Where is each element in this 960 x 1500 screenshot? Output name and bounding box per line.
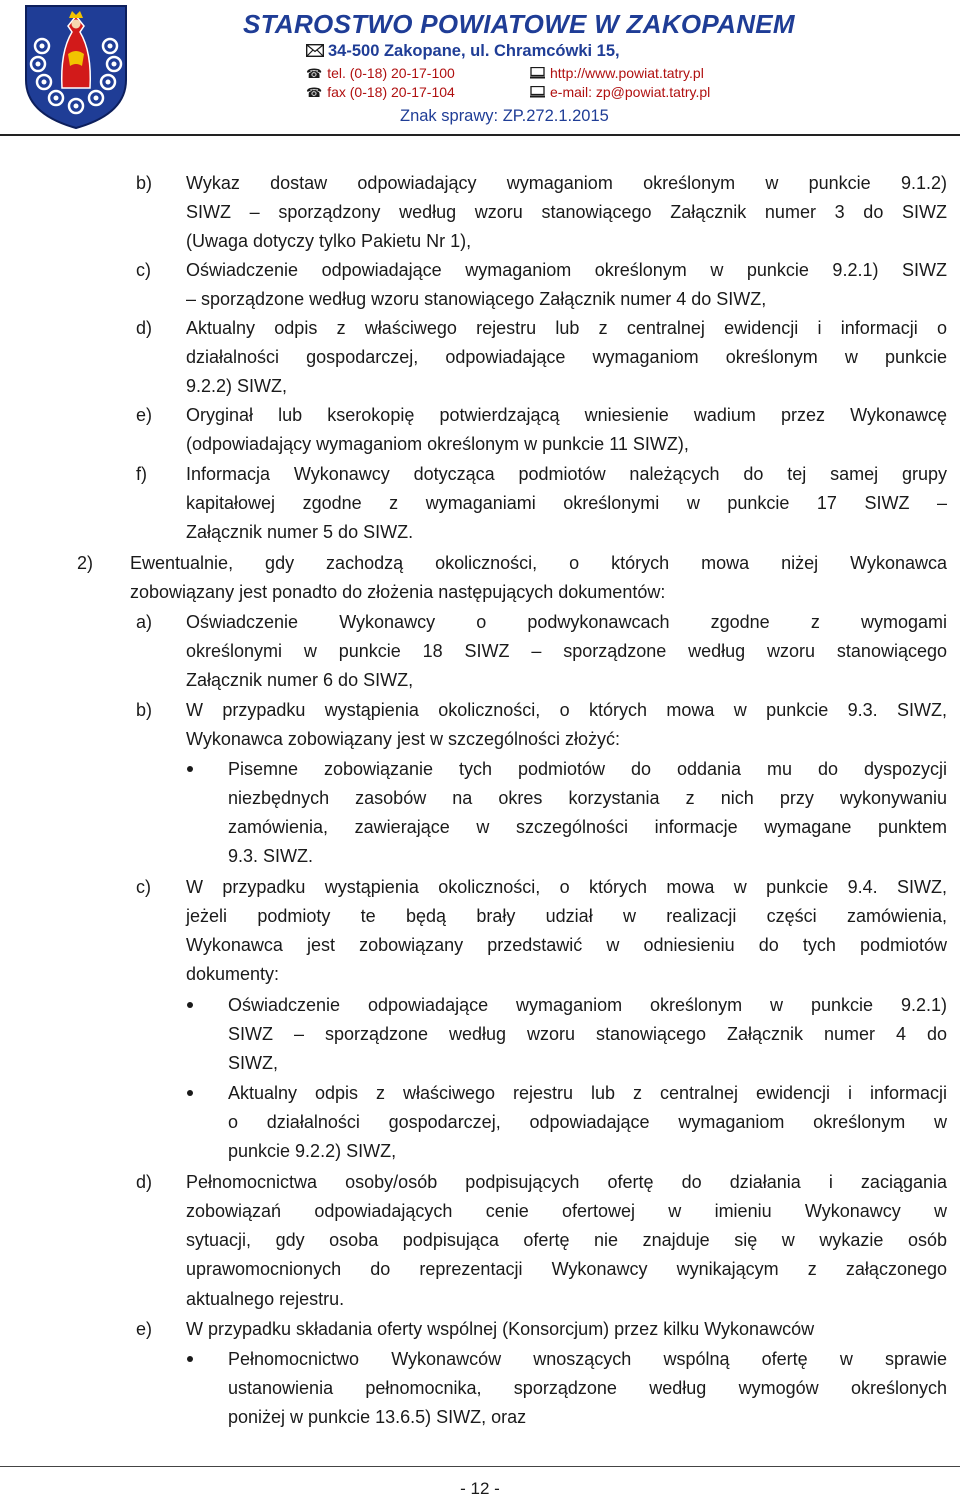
list-marker: e)	[136, 405, 153, 425]
text-line: zobowiązany jest ponadto do złożenia następujących dokumentów:	[130, 582, 666, 602]
case-number: Znak sprawy: ZP.272.1.2015	[400, 107, 609, 125]
website-row	[530, 65, 704, 81]
list-marker: a)	[136, 612, 153, 632]
text-line: Oświadczenie odpowiadające wymaganiom określonym w punkcie 9.2.1)	[228, 995, 947, 1015]
phone-row	[306, 65, 455, 82]
text-line: Oświadczenie odpowiadające wymaganiom określonym w punkcie 9.2.1) SIWZ	[186, 260, 947, 280]
list-marker: f)	[136, 464, 147, 484]
text-line: Aktualny odpis z właściwego rejestru lub z centralnej ewidencji i informacji	[228, 1083, 947, 1103]
list-marker: b)	[136, 173, 153, 193]
text-line: niezbędnych zasobów na okres korzystania z nich przy wykonywaniu	[228, 788, 947, 808]
list-marker: c)	[136, 877, 151, 897]
text-line: W przypadku wystąpienia okoliczności, o których mowa w punkcie 9.3. SIWZ,	[186, 700, 947, 720]
text-line: Wykaz dostaw odpowiadający wymaganiom określonym w punkcie 9.1.2)	[186, 173, 947, 193]
email-link[interactable]: e-mail: zp@powiat.tatry.pl	[550, 84, 711, 100]
bullet-icon	[187, 766, 193, 772]
text-line: działalności gospodarczej, odpowiadające wymaganiom określonym w punkcie	[186, 347, 947, 367]
coat-of-arms-icon	[22, 2, 130, 130]
page-number: - 12 -	[460, 1479, 500, 1498]
phone-icon: ☎	[306, 85, 323, 100]
bullet-icon	[187, 1002, 193, 1008]
text-line: SIWZ – sporządzony według wzoru stanowiącego Załącznik numer 3 do SIWZ	[186, 202, 947, 222]
fax-row	[306, 84, 455, 101]
text-line: – sporządzone według wzoru stanowiącego Załącznik numer 4 do SIWZ,	[186, 289, 767, 309]
footer-divider	[0, 1466, 960, 1467]
bullet-icon	[187, 1356, 193, 1362]
list-marker: d)	[136, 1172, 153, 1192]
list-marker: c)	[136, 260, 151, 280]
text-line: Aktualny odpis z właściwego rejestru lub z centralnej ewidencji i informacji o	[186, 318, 947, 338]
text-line: Ewentualnie, gdy zachodzą okoliczności, o których mowa niżej Wykonawca	[130, 553, 947, 573]
website-link[interactable]: http://www.powiat.tatry.pl	[550, 65, 704, 81]
list-marker: b)	[136, 700, 153, 720]
text-line: jeżeli podmioty te będą brały udział w realizacji części zamówienia,	[186, 906, 947, 926]
address-line	[306, 42, 620, 61]
text-line: 9.3. SIWZ.	[228, 846, 314, 866]
text-line: określonymi w punkcie 18 SIWZ – sporządzone według wzoru stanowiącego	[186, 641, 947, 661]
text-line: dokumenty:	[186, 964, 280, 984]
fax-text: fax (0-18) 20-17-104	[327, 84, 455, 100]
text-line: Wykonawca jest zobowiązany przedstawić w odniesieniu do tych podmiotów	[186, 935, 947, 955]
organization-title: STAROSTWO POWIATOWE W ZAKOPANEM	[243, 9, 795, 39]
letterhead	[0, 0, 960, 135]
computer-icon	[530, 67, 545, 79]
text-line: 9.2.2) SIWZ,	[186, 376, 288, 396]
text-line: zobowiązań odpowiadających cenie ofertowej w imieniu Wykonawcy w	[186, 1201, 947, 1221]
address-text: 34-500 Zakopane, ul. Chramcówki 15,	[328, 42, 620, 60]
tel-text: tel. (0-18) 20-17-100	[327, 65, 455, 81]
text-line: aktualnego rejestru.	[186, 1289, 345, 1309]
text-line: SIWZ – sporządzone według wzoru stanowiącego Załącznik numer 4 do	[228, 1024, 947, 1044]
text-line: Informacja Wykonawcy dotycząca podmiotów należących do tej samej grupy	[186, 464, 947, 484]
text-line: zamówienia, zawierające w szczególności informacje wymagane punktem	[228, 817, 947, 837]
text-line: Pisemne zobowiązanie tych podmiotów do oddania mu do dyspozycji	[228, 759, 947, 779]
text-line: W przypadku wystąpienia okoliczności, o których mowa w punkcie 9.4. SIWZ,	[186, 877, 947, 897]
text-line: Załącznik numer 6 do SIWZ,	[186, 670, 414, 690]
text-line: o działalności gospodarczej, odpowiadające wymaganiom określonym w	[228, 1112, 947, 1132]
text-line: (odpowiadający wymaganiom określonym w punkcie 11 SIWZ),	[186, 434, 689, 454]
phone-icon: ☎	[306, 66, 323, 81]
list-marker: d)	[136, 318, 153, 338]
text-line: Oświadczenie Wykonawcy o podwykonawcach zgodne z wymogami	[186, 612, 947, 632]
envelope-icon	[306, 44, 324, 57]
list-marker: 2)	[77, 553, 94, 573]
text-line: Oryginał lub kserokopię potwierdzającą wniesienie wadium przez Wykonawcę	[186, 405, 947, 425]
list-marker: e)	[136, 1319, 153, 1339]
bullet-icon	[187, 1090, 193, 1096]
text-line: Pełnomocnictwo Wykonawców wnoszących wspólną ofertę w sprawie	[228, 1349, 947, 1369]
text-line: punkcie 9.2.2) SIWZ,	[228, 1141, 397, 1161]
text-line: Wykonawca zobowiązany jest w szczególności złożyć:	[186, 729, 621, 749]
text-line: SIWZ,	[228, 1053, 278, 1073]
text-line: uprawomocnionych do reprezentacji Wykonawcy wynikającym z załączonego	[186, 1259, 947, 1279]
text-line: poniżej w punkcie 13.6.5) SIWZ, oraz	[228, 1407, 527, 1427]
header-divider	[0, 134, 960, 136]
text-line: (Uwaga dotyczy tylko Pakietu Nr 1),	[186, 231, 472, 251]
text-line: Pełnomocnictwa osoby/osób podpisujących ofertę do działania i zaciągania	[186, 1172, 947, 1192]
computer-icon	[530, 86, 545, 98]
text-line: kapitałowej zgodne z wymaganiami określonymi w punkcie 17 SIWZ –	[186, 493, 947, 513]
text-line: ustanowienia pełnomocnika, sporządzone według wymogów określonych	[228, 1378, 947, 1398]
text-line: W przypadku składania oferty wspólnej (Konsorcjum) przez kilku Wykonawców	[186, 1319, 815, 1339]
text-line: sytuacji, gdy osoba podpisująca ofertę nie znajduje się w wykazie osób	[186, 1230, 947, 1250]
text-line: Załącznik numer 5 do SIWZ.	[186, 522, 414, 542]
email-row	[530, 84, 710, 100]
